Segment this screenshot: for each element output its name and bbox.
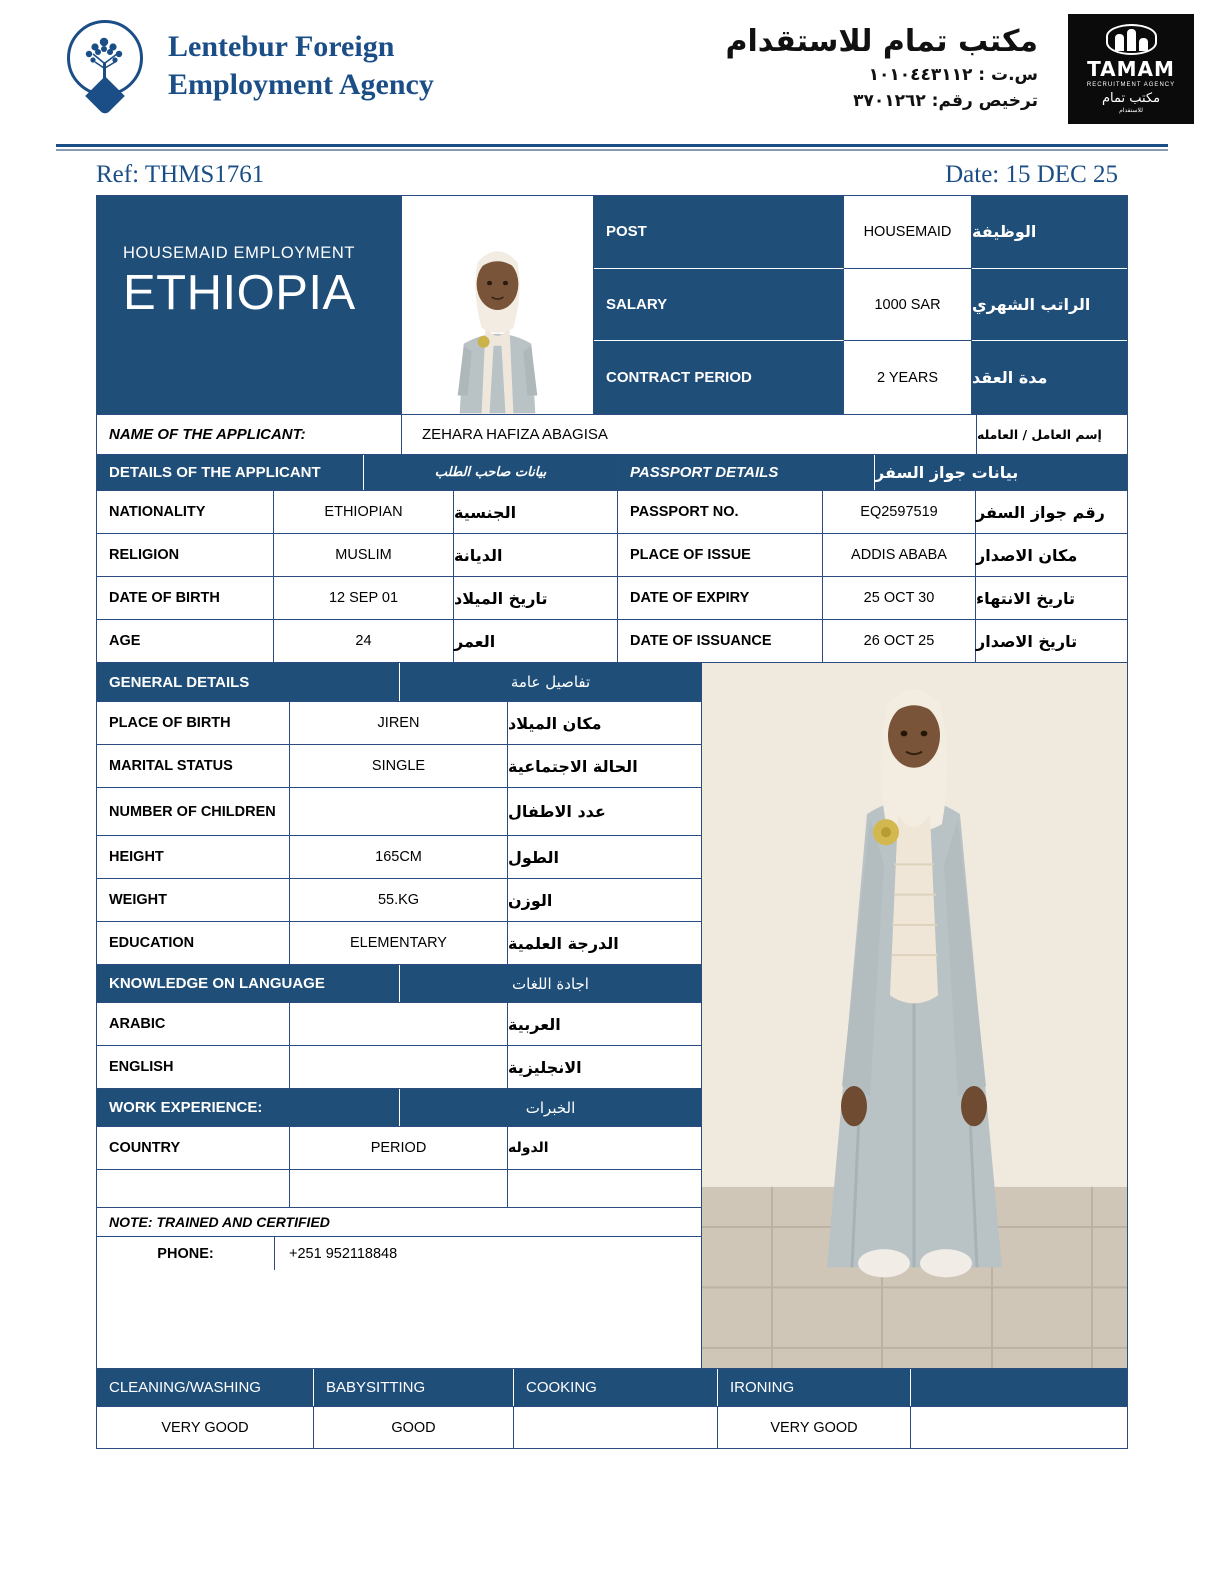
header-divider bbox=[56, 144, 1168, 151]
skill-header-ironing: IRONING bbox=[718, 1369, 911, 1406]
language-row bbox=[97, 1002, 701, 1045]
passport-title-arabic: بيانات جواز السفر bbox=[875, 455, 1127, 490]
skill-value-cooking bbox=[514, 1407, 718, 1448]
weight-label: WEIGHT bbox=[97, 879, 290, 921]
phone-value: +251 952118848 bbox=[289, 1245, 398, 1262]
general-row bbox=[97, 921, 701, 964]
salary-value: 1000 SAR bbox=[844, 269, 972, 342]
nationality-label: NATIONALITY bbox=[97, 490, 274, 533]
work-country-header: COUNTRY bbox=[97, 1127, 290, 1169]
children-arabic: عدد الاطفال bbox=[508, 802, 606, 821]
marital-status-arabic: الحالة الاجتماعية bbox=[508, 756, 638, 776]
skill-header-babysitting: BABYSITTING bbox=[314, 1369, 514, 1406]
place-of-issue-label: PLACE OF ISSUE bbox=[618, 533, 823, 576]
place-of-birth-value: JIREN bbox=[290, 702, 508, 744]
general-details-title: GENERAL DETAILS bbox=[97, 663, 400, 701]
reference-row bbox=[0, 151, 1224, 195]
english-language-arabic: الانجليزية bbox=[508, 1057, 582, 1077]
top-band bbox=[97, 196, 1127, 414]
work-arabic-header: الدوله bbox=[508, 1140, 549, 1156]
languages-title: KNOWLEDGE ON LANGUAGE bbox=[97, 965, 400, 1002]
general-details-column bbox=[97, 663, 702, 1368]
skills-value-row bbox=[97, 1406, 1127, 1448]
skill-value-ironing: VERY GOOD bbox=[718, 1407, 911, 1448]
dob-value: 12 SEP 01 bbox=[274, 576, 454, 619]
post-label: POST bbox=[594, 196, 844, 269]
country-banner bbox=[97, 196, 402, 414]
place-of-issue-value: ADDIS ABABA bbox=[823, 533, 976, 576]
stamp-arabic: مكتب تمام bbox=[1101, 91, 1161, 106]
place-of-birth-label: PLACE OF BIRTH bbox=[97, 702, 290, 744]
details-title: DETAILS OF THE APPLICANT bbox=[97, 455, 364, 490]
details-section-header bbox=[97, 454, 1127, 490]
nationality-arabic: الجنسية bbox=[454, 490, 618, 533]
applicant-name-row bbox=[97, 414, 1127, 454]
religion-arabic: الديانة bbox=[454, 533, 618, 576]
post-arabic: الوظيفة bbox=[972, 196, 1127, 269]
issuance-arabic: تاريخ الاصدار bbox=[976, 619, 1127, 662]
full-body-photo bbox=[702, 663, 1127, 1368]
height-label: HEIGHT bbox=[97, 836, 290, 878]
passport-no-arabic: رقم جواز السفر bbox=[976, 490, 1127, 533]
stamp-name: TAMAM bbox=[1087, 57, 1175, 81]
marital-status-label: MARITAL STATUS bbox=[97, 745, 290, 787]
general-row bbox=[97, 787, 701, 835]
age-value: 24 bbox=[274, 619, 454, 662]
general-details-header bbox=[97, 663, 701, 701]
age-arabic: العمر bbox=[454, 619, 618, 662]
agency-arabic-block bbox=[725, 14, 1052, 111]
dob-arabic: تاريخ الميلاد bbox=[454, 576, 618, 619]
skill-header-cleaning: CLEANING/WASHING bbox=[97, 1369, 314, 1406]
agency-name-line1: Lentebur Foreign bbox=[168, 30, 395, 63]
salary-label: SALARY bbox=[594, 269, 844, 342]
details-row bbox=[97, 619, 1127, 662]
nationality-value: ETHIOPIAN bbox=[274, 490, 454, 533]
height-arabic: الطول bbox=[508, 847, 559, 867]
tree-logo-icon bbox=[67, 20, 143, 124]
summary-row-post bbox=[594, 196, 1127, 269]
expiry-arabic: تاريخ الانتهاء bbox=[976, 576, 1127, 619]
work-experience-title: WORK EXPERIENCE: bbox=[97, 1089, 400, 1126]
details-row bbox=[97, 490, 1127, 533]
contract-label: CONTRACT PERIOD bbox=[594, 341, 844, 414]
details-row bbox=[97, 533, 1127, 576]
people-icon bbox=[1106, 24, 1157, 55]
marital-status-value: SINGLE bbox=[290, 745, 508, 787]
languages-arabic: اجادة اللغات bbox=[512, 974, 589, 993]
agency-logo bbox=[60, 14, 150, 124]
age-label: AGE bbox=[97, 619, 274, 662]
skill-value-extra bbox=[911, 1407, 1127, 1448]
work-columns-row bbox=[97, 1126, 701, 1169]
expiry-value: 25 OCT 30 bbox=[823, 576, 976, 619]
education-arabic: الدرجة العلمية bbox=[508, 933, 619, 953]
issuance-value: 26 OCT 25 bbox=[823, 619, 976, 662]
general-row bbox=[97, 835, 701, 878]
skills-header-row bbox=[97, 1368, 1127, 1406]
children-value bbox=[290, 788, 508, 835]
phone-label: PHONE: bbox=[97, 1237, 275, 1270]
weight-value: 55.KG bbox=[290, 879, 508, 921]
lower-section bbox=[97, 662, 1127, 1368]
reference-number: Ref: THMS1761 bbox=[96, 161, 265, 188]
skill-header-extra bbox=[911, 1369, 1127, 1406]
agency-arabic-line1: س.ت : ١٠١٠٤٤٣١١٢ bbox=[868, 65, 1038, 85]
stamp-arabic-sub: للاستقدام bbox=[1119, 108, 1143, 114]
weight-arabic: الوزن bbox=[508, 890, 553, 910]
applicant-portrait-photo bbox=[402, 196, 594, 414]
arabic-language-arabic: العربية bbox=[508, 1014, 561, 1034]
work-experience-arabic: الخبرات bbox=[525, 1098, 576, 1117]
children-label: NUMBER OF CHILDREN bbox=[97, 788, 290, 835]
work-experience-header bbox=[97, 1088, 701, 1126]
stamp-subtitle: RECRUITMENT AGENCY bbox=[1086, 82, 1176, 88]
work-arabic-value bbox=[508, 1170, 701, 1207]
languages-header bbox=[97, 964, 701, 1002]
agency-name bbox=[168, 14, 434, 103]
education-label: EDUCATION bbox=[97, 922, 290, 964]
place-of-birth-arabic: مكان الميلاد bbox=[508, 713, 602, 733]
details-row bbox=[97, 576, 1127, 619]
english-language-value bbox=[290, 1046, 508, 1088]
work-data-row bbox=[97, 1169, 701, 1207]
general-row bbox=[97, 878, 701, 921]
place-of-issue-arabic: مكان الاصدار bbox=[976, 533, 1127, 576]
passport-no-value: EQ2597519 bbox=[823, 490, 976, 533]
arabic-language-value bbox=[290, 1003, 508, 1045]
tamam-stamp bbox=[1068, 14, 1194, 124]
applicant-name-value: ZEHARA HAFIZA ABAGISA bbox=[402, 415, 977, 454]
arabic-language-label: ARABIC bbox=[97, 1003, 290, 1045]
expiry-label: DATE OF EXPIRY bbox=[618, 576, 823, 619]
document-header bbox=[0, 0, 1224, 140]
banner-country: ETHIOPIA bbox=[123, 266, 356, 320]
agency-name-line2: Employment Agency bbox=[168, 67, 434, 101]
work-country-value bbox=[97, 1170, 290, 1207]
contract-arabic: مدة العقد bbox=[972, 341, 1127, 414]
tree-icon bbox=[79, 30, 131, 86]
details-title-arabic: بيانات صاحب الطلب bbox=[364, 455, 618, 490]
summary-row-contract bbox=[594, 341, 1127, 414]
summary-row-salary bbox=[594, 269, 1127, 342]
summary-table bbox=[594, 196, 1127, 414]
passport-title: PASSPORT DETAILS bbox=[618, 455, 875, 490]
contract-value: 2 YEARS bbox=[844, 341, 972, 414]
applicant-name-arabic: إسم العامل / العامله bbox=[977, 427, 1102, 442]
education-value: ELEMENTARY bbox=[290, 922, 508, 964]
issuance-label: DATE OF ISSUANCE bbox=[618, 619, 823, 662]
height-value: 165CM bbox=[290, 836, 508, 878]
post-value: HOUSEMAID bbox=[844, 196, 972, 269]
religion-value: MUSLIM bbox=[274, 533, 454, 576]
note-text: NOTE: TRAINED AND CERTIFIED bbox=[97, 1207, 701, 1236]
work-period-header: PERIOD bbox=[290, 1127, 508, 1169]
english-language-label: ENGLISH bbox=[97, 1046, 290, 1088]
work-period-value bbox=[290, 1170, 508, 1207]
agency-arabic-title: مكتب تمام للاستقدام bbox=[725, 24, 1038, 59]
agency-arabic-line2: ترخيص رقم: ٣٧٠١٢٦٢ bbox=[853, 91, 1038, 111]
banner-subtitle: HOUSEMAID EMPLOYMENT bbox=[123, 244, 356, 262]
general-details-arabic: تفاصيل عامة bbox=[510, 673, 591, 691]
applicant-sheet bbox=[96, 195, 1128, 1449]
salary-arabic: الراتب الشهري bbox=[972, 269, 1127, 342]
language-row bbox=[97, 1045, 701, 1088]
full-body-illustration bbox=[702, 663, 1127, 1368]
religion-label: RELIGION bbox=[97, 533, 274, 576]
general-row bbox=[97, 701, 701, 744]
passport-no-label: PASSPORT NO. bbox=[618, 490, 823, 533]
applicant-name-label: NAME OF THE APPLICANT: bbox=[97, 415, 402, 454]
skill-value-cleaning: VERY GOOD bbox=[97, 1407, 314, 1448]
phone-row bbox=[97, 1236, 701, 1270]
document-date: Date: 15 DEC 25 bbox=[945, 161, 1118, 188]
skill-value-babysitting: GOOD bbox=[314, 1407, 514, 1448]
general-row bbox=[97, 744, 701, 787]
portrait-illustration bbox=[402, 196, 593, 414]
dob-label: DATE OF BIRTH bbox=[97, 576, 274, 619]
skill-header-cooking: COOKING bbox=[514, 1369, 718, 1406]
